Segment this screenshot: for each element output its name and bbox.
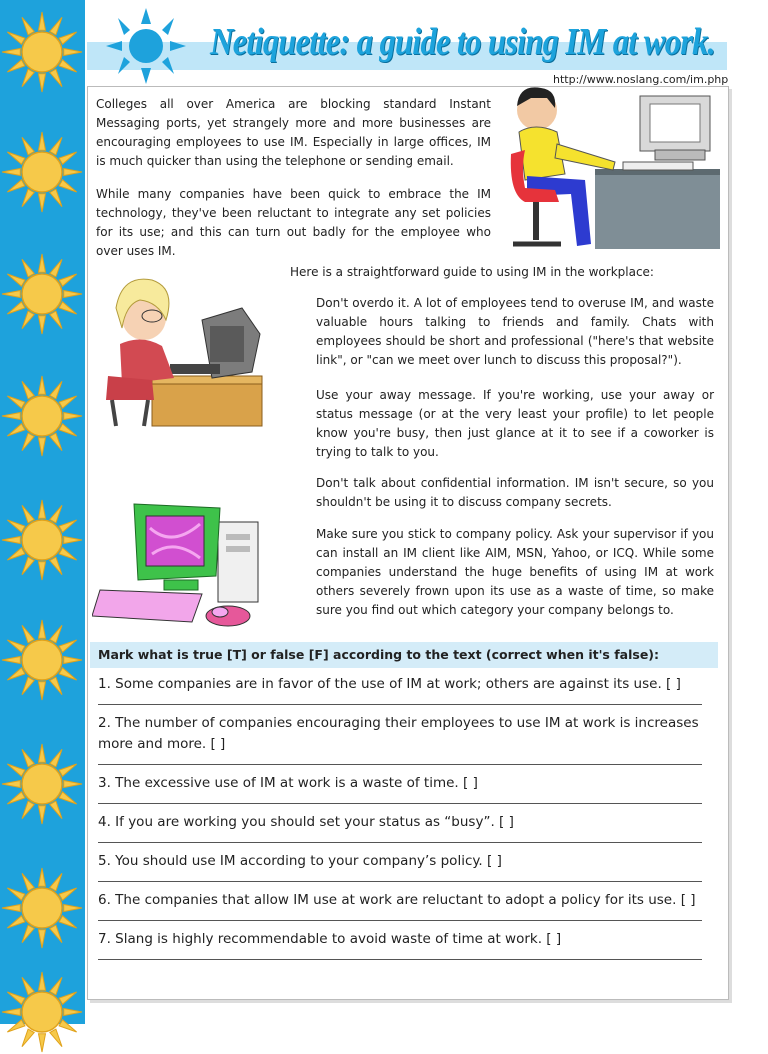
tip-confidential: Don't talk about confidential information. IM isn't secure, so you shouldn't be using it to discuss company secrets. xyxy=(316,476,714,509)
exercise-instruction: Mark what is true [T] or false [F] according to the text (correct when it's false): xyxy=(90,642,718,668)
exercise-question xyxy=(98,890,712,921)
hidden-tip-fragment xyxy=(316,630,716,640)
sun-icon xyxy=(0,618,84,702)
tip-away-message: Use your away message. If you're working, use your away or status message (or at the very least your profile) to let people know you're busy, then just glance at it to see if a coworker is trying to talk to you. xyxy=(316,388,714,459)
exercise-question xyxy=(98,773,712,804)
tip-company-policy: Make sure you stick to company policy. Ask your supervisor if you can install an IM client like AIM, MSN, Yahoo, or ICQ. While some companies understand the huge benefits of using IM at work others severely frown upon its use as a waste of time, so make sure you find out which category your company belongs to. xyxy=(316,527,714,617)
sun-icon xyxy=(0,10,84,94)
intro-paragraph-2: While many companies have been quick to embrace the IM technology, they've been reluctant to integrate any set policies for its use; and this can turn out badly for the employee who over uses IM. xyxy=(96,187,491,258)
guide-lead: Here is a straightforward guide to using IM in the workplace: xyxy=(290,265,654,279)
question-text: 3. The excessive use of IM at work is a waste of time. [ ] xyxy=(98,775,478,791)
exercise-question xyxy=(98,674,712,705)
answer-line[interactable] xyxy=(98,958,702,960)
exercise-question xyxy=(98,851,712,882)
question-text: 1. Some companies are in favor of the use of IM at work; others are against its use. [ ] xyxy=(98,676,681,692)
question-text: 4. If you are working you should set your status as “busy”. [ ] xyxy=(98,814,514,830)
tip-overdo: Don't overdo it. A lot of employees tend to overuse IM, and waste valuable hours talking to friends and family. Chats with employees should be short and professional ("here's that website link", or "can we meet over lunch to discuss this proposal?"). xyxy=(316,296,714,367)
sun-icon xyxy=(0,866,84,950)
sun-icon xyxy=(0,374,84,458)
answer-line[interactable] xyxy=(98,802,702,804)
exercise-question xyxy=(98,713,712,765)
man-at-computer-illustration xyxy=(505,84,725,254)
answer-line[interactable] xyxy=(98,919,702,921)
answer-line[interactable] xyxy=(98,880,702,882)
exercise-question xyxy=(98,812,712,843)
colorful-computer-illustration xyxy=(92,498,272,636)
question-text: 5. You should use IM according to your company’s policy. [ ] xyxy=(98,853,502,869)
header-sun-icon xyxy=(100,6,192,86)
question-text: 7. Slang is highly recommendable to avoid waste of time at work. [ ] xyxy=(98,931,562,947)
woman-at-computer-illustration xyxy=(92,268,272,436)
exercise-questions xyxy=(98,674,712,968)
sun-icon xyxy=(0,252,84,336)
sun-icon xyxy=(0,130,84,214)
source-url: http://www.noslang.com/im.php xyxy=(553,73,729,86)
sun-icon xyxy=(0,742,84,826)
answer-line[interactable] xyxy=(98,703,702,705)
question-text: 2. The number of companies encouraging their employees to use IM at work is increases more and more. [ ] xyxy=(98,715,699,752)
sun-icon xyxy=(0,970,84,1054)
question-text: 6. The companies that allow IM use at work are reluctant to adopt a policy for its use. [ ] xyxy=(98,892,696,908)
exercise-question xyxy=(98,929,712,960)
answer-line[interactable] xyxy=(98,841,702,843)
page-title: Netiquette: a guide to using IM at work. xyxy=(210,21,715,63)
sun-icon xyxy=(0,498,84,582)
answer-line[interactable] xyxy=(98,763,702,765)
intro-paragraph-1: Colleges all over America are blocking standard Instant Messaging ports, yet strangely more and more businesses are encouraging employees to use IM. Especially in large offices, IM is much quicker than using the telephone or sending email. xyxy=(96,97,491,168)
